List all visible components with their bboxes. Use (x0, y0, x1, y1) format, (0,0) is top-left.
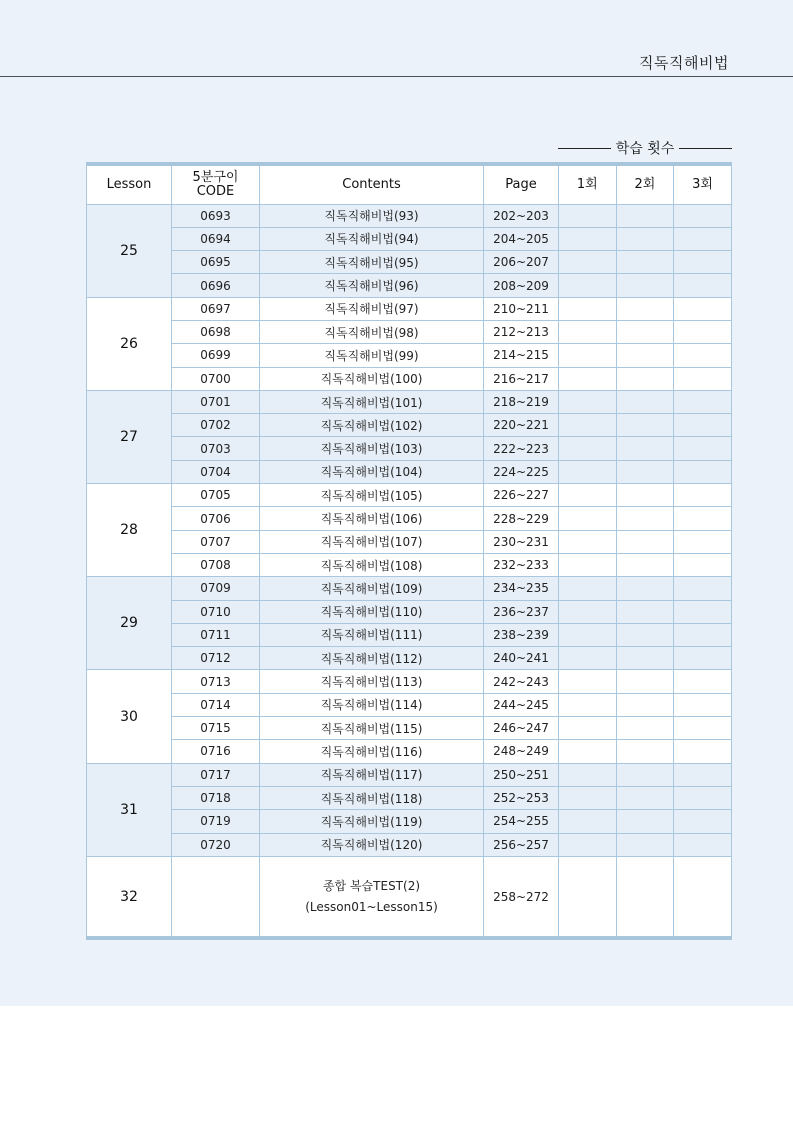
page-cell: 230~231 (484, 530, 559, 553)
table-row (87, 320, 732, 343)
round-3-check-cell[interactable] (674, 647, 732, 670)
round-3-check-cell[interactable] (674, 623, 732, 646)
round-2-check-cell[interactable] (616, 414, 674, 437)
round-1-check-cell[interactable] (559, 274, 617, 297)
table-row (87, 577, 732, 600)
page-cell: 254~255 (484, 810, 559, 833)
table-row (87, 763, 732, 786)
round-1-check-cell[interactable] (559, 833, 617, 856)
round-2-check-cell[interactable] (616, 856, 674, 938)
round-2-check-cell[interactable] (616, 786, 674, 809)
lesson-number: 26 (87, 297, 172, 390)
page-cell: 258~272 (484, 856, 559, 938)
code-cell: 0715 (172, 717, 260, 740)
code-cell: 0702 (172, 414, 260, 437)
round-3-check-cell[interactable] (674, 740, 732, 763)
header-page: Page (484, 164, 559, 204)
code-cell: 0701 (172, 390, 260, 413)
header-title: 직독직해비법 (639, 54, 729, 72)
round-1-check-cell[interactable] (559, 740, 617, 763)
table-row (87, 414, 732, 437)
page-cell: 240~241 (484, 647, 559, 670)
table-row (87, 623, 732, 646)
page-cell: 242~243 (484, 670, 559, 693)
code-cell: 0708 (172, 553, 260, 576)
header-divider (0, 76, 793, 77)
round-3-check-cell[interactable] (674, 367, 732, 390)
round-2-check-cell[interactable] (616, 251, 674, 274)
table-row (87, 553, 732, 576)
table-row (87, 367, 732, 390)
round-3-check-cell[interactable] (674, 204, 732, 227)
round-2-check-cell[interactable] (616, 297, 674, 320)
code-cell: 0709 (172, 577, 260, 600)
contents-cell: 직독직해비법(105) (260, 484, 484, 507)
header-code-line1: 5분구이 (192, 170, 239, 186)
contents-cell: 직독직해비법(94) (260, 227, 484, 250)
lesson-schedule-table (86, 162, 732, 940)
round-3-check-cell[interactable] (674, 484, 732, 507)
contents-cell: 직독직해비법(96) (260, 274, 484, 297)
code-cell: 0707 (172, 530, 260, 553)
table-row (87, 670, 732, 693)
contents-cell: 직독직해비법(110) (260, 600, 484, 623)
round-2-check-cell[interactable] (616, 553, 674, 576)
table-row (87, 484, 732, 507)
round-1-check-cell[interactable] (559, 786, 617, 809)
table-row (87, 647, 732, 670)
round-1-check-cell[interactable] (559, 460, 617, 483)
round-2-check-cell[interactable] (616, 833, 674, 856)
code-cell: 0699 (172, 344, 260, 367)
table-row (87, 227, 732, 250)
round-3-check-cell[interactable] (674, 810, 732, 833)
page-cell: 256~257 (484, 833, 559, 856)
contents-cell: 직독직해비법(98) (260, 320, 484, 343)
round-2-check-cell[interactable] (616, 577, 674, 600)
page-cell: 206~207 (484, 251, 559, 274)
table-body (87, 204, 732, 938)
lesson-number: 29 (87, 577, 172, 670)
page-cell: 228~229 (484, 507, 559, 530)
round-3-check-cell[interactable] (674, 227, 732, 250)
contents-cell: 직독직해비법(93) (260, 204, 484, 227)
round-2-check-cell[interactable] (616, 460, 674, 483)
count-label-left-line (558, 148, 611, 149)
page-cell: 224~225 (484, 460, 559, 483)
table-row (87, 507, 732, 530)
table-row (87, 530, 732, 553)
round-2-check-cell[interactable] (616, 227, 674, 250)
code-cell: 0713 (172, 670, 260, 693)
code-cell: 0700 (172, 367, 260, 390)
table-row (87, 717, 732, 740)
code-cell: 0693 (172, 204, 260, 227)
round-3-check-cell[interactable] (674, 344, 732, 367)
code-cell: 0717 (172, 763, 260, 786)
contents-cell: 직독직해비법(112) (260, 647, 484, 670)
contents-cell: 직독직해비법(113) (260, 670, 484, 693)
round-2-check-cell[interactable] (616, 530, 674, 553)
round-2-check-cell[interactable] (616, 810, 674, 833)
page-cell: 202~203 (484, 204, 559, 227)
round-1-check-cell[interactable] (559, 484, 617, 507)
table-row (87, 693, 732, 716)
page-cell: 238~239 (484, 623, 559, 646)
table-row (87, 204, 732, 227)
round-3-check-cell[interactable] (674, 763, 732, 786)
round-2-check-cell[interactable] (616, 740, 674, 763)
test-contents-line2: (Lesson01~Lesson15) (305, 899, 438, 914)
contents-cell: 직독직해비법(102) (260, 414, 484, 437)
round-3-check-cell[interactable] (674, 390, 732, 413)
header-round-1: 1회 (559, 164, 617, 204)
round-1-check-cell[interactable] (559, 390, 617, 413)
code-cell: 0697 (172, 297, 260, 320)
round-2-check-cell[interactable] (616, 274, 674, 297)
round-1-check-cell[interactable] (559, 623, 617, 646)
round-3-check-cell[interactable] (674, 553, 732, 576)
round-3-check-cell[interactable] (674, 717, 732, 740)
round-3-check-cell[interactable] (674, 437, 732, 460)
round-1-check-cell[interactable] (559, 251, 617, 274)
contents-cell: 직독직해비법(111) (260, 623, 484, 646)
contents-cell: 직독직해비법(118) (260, 786, 484, 809)
header-round-2: 2회 (616, 164, 674, 204)
page-cell: 234~235 (484, 577, 559, 600)
round-1-check-cell[interactable] (559, 600, 617, 623)
table-row (87, 786, 732, 809)
page-cell: 232~233 (484, 553, 559, 576)
header-round-3: 3회 (674, 164, 732, 204)
round-1-check-cell[interactable] (559, 763, 617, 786)
round-2-check-cell[interactable] (616, 693, 674, 716)
round-1-check-cell[interactable] (559, 344, 617, 367)
round-1-check-cell[interactable] (559, 530, 617, 553)
page-cell: 212~213 (484, 320, 559, 343)
table-row (87, 344, 732, 367)
contents-cell: 직독직해비법(108) (260, 553, 484, 576)
code-cell: 0705 (172, 484, 260, 507)
table-row (87, 297, 732, 320)
round-1-check-cell[interactable] (559, 320, 617, 343)
page-cell: 208~209 (484, 274, 559, 297)
round-2-check-cell[interactable] (616, 390, 674, 413)
round-3-check-cell[interactable] (674, 274, 732, 297)
table-header-row (87, 164, 732, 204)
code-cell: 0710 (172, 600, 260, 623)
contents-cell: 직독직해비법(109) (260, 577, 484, 600)
page-cell: 218~219 (484, 390, 559, 413)
contents-cell: 직독직해비법(107) (260, 530, 484, 553)
page-cell: 220~221 (484, 414, 559, 437)
round-1-check-cell[interactable] (559, 204, 617, 227)
contents-cell: 직독직해비법(97) (260, 297, 484, 320)
round-3-check-cell[interactable] (674, 786, 732, 809)
table-row (87, 460, 732, 483)
round-1-check-cell[interactable] (559, 297, 617, 320)
code-cell: 0703 (172, 437, 260, 460)
table-row (87, 437, 732, 460)
round-3-check-cell[interactable] (674, 856, 732, 938)
contents-cell: 직독직해비법(114) (260, 693, 484, 716)
round-1-check-cell[interactable] (559, 553, 617, 576)
round-2-check-cell[interactable] (616, 623, 674, 646)
round-3-check-cell[interactable] (674, 251, 732, 274)
header-contents: Contents (260, 164, 484, 204)
code-cell: 0718 (172, 786, 260, 809)
header-code-line2: CODE (196, 183, 235, 199)
table-row (87, 274, 732, 297)
round-2-check-cell[interactable] (616, 670, 674, 693)
code-cell: 0704 (172, 460, 260, 483)
page-cell: 210~211 (484, 297, 559, 320)
contents-cell: 직독직해비법(101) (260, 390, 484, 413)
page-cell: 226~227 (484, 484, 559, 507)
code-cell: 0712 (172, 647, 260, 670)
round-1-check-cell[interactable] (559, 437, 617, 460)
code-cell: 0714 (172, 693, 260, 716)
page-cell: 204~205 (484, 227, 559, 250)
page-cell: 246~247 (484, 717, 559, 740)
table-row (87, 251, 732, 274)
contents-cell (260, 856, 484, 938)
code-cell: 0694 (172, 227, 260, 250)
contents-cell: 직독직해비법(116) (260, 740, 484, 763)
page-cell: 244~245 (484, 693, 559, 716)
round-1-check-cell[interactable] (559, 414, 617, 437)
table-row (87, 740, 732, 763)
contents-cell: 직독직해비법(117) (260, 763, 484, 786)
round-1-check-cell[interactable] (559, 507, 617, 530)
contents-cell: 직독직해비법(95) (260, 251, 484, 274)
round-3-check-cell[interactable] (674, 670, 732, 693)
header-lesson: Lesson (87, 164, 172, 204)
count-label-text: 학습 횟수 (615, 141, 675, 157)
lesson-number: 30 (87, 670, 172, 763)
contents-cell: 직독직해비법(99) (260, 344, 484, 367)
round-1-check-cell[interactable] (559, 693, 617, 716)
test-contents-line1: 종합 복습TEST(2) (322, 878, 421, 893)
contents-cell: 직독직해비법(120) (260, 833, 484, 856)
table-row (87, 833, 732, 856)
round-1-check-cell[interactable] (559, 717, 617, 740)
code-cell (172, 856, 260, 938)
round-3-check-cell[interactable] (674, 600, 732, 623)
lesson-number: 25 (87, 204, 172, 297)
lesson-number: 31 (87, 763, 172, 856)
page-cell: 216~217 (484, 367, 559, 390)
code-cell: 0695 (172, 251, 260, 274)
contents-cell: 직독직해비법(104) (260, 460, 484, 483)
code-cell: 0711 (172, 623, 260, 646)
round-2-check-cell[interactable] (616, 204, 674, 227)
lesson-number: 27 (87, 390, 172, 483)
page-cell: 214~215 (484, 344, 559, 367)
round-3-check-cell[interactable] (674, 414, 732, 437)
study-count-label (558, 138, 732, 158)
contents-cell: 직독직해비법(119) (260, 810, 484, 833)
round-3-check-cell[interactable] (674, 530, 732, 553)
round-3-check-cell[interactable] (674, 833, 732, 856)
round-1-check-cell[interactable] (559, 670, 617, 693)
code-cell: 0698 (172, 320, 260, 343)
round-2-check-cell[interactable] (616, 344, 674, 367)
table-row (87, 600, 732, 623)
round-2-check-cell[interactable] (616, 600, 674, 623)
page-cell: 248~249 (484, 740, 559, 763)
page-cell: 236~237 (484, 600, 559, 623)
round-2-check-cell[interactable] (616, 763, 674, 786)
table-row (87, 810, 732, 833)
lesson-number: 32 (87, 856, 172, 938)
test-row (87, 856, 732, 938)
round-2-check-cell[interactable] (616, 367, 674, 390)
round-1-check-cell[interactable] (559, 647, 617, 670)
contents-cell: 직독직해비법(106) (260, 507, 484, 530)
code-cell: 0719 (172, 810, 260, 833)
round-2-check-cell[interactable] (616, 507, 674, 530)
round-3-check-cell[interactable] (674, 577, 732, 600)
round-1-check-cell[interactable] (559, 227, 617, 250)
table-row (87, 390, 732, 413)
round-3-check-cell[interactable] (674, 693, 732, 716)
round-2-check-cell[interactable] (616, 717, 674, 740)
round-2-check-cell[interactable] (616, 647, 674, 670)
contents-cell: 직독직해비법(103) (260, 437, 484, 460)
code-cell: 0716 (172, 740, 260, 763)
round-3-check-cell[interactable] (674, 507, 732, 530)
lesson-number: 28 (87, 484, 172, 577)
round-2-check-cell[interactable] (616, 484, 674, 507)
code-cell: 0696 (172, 274, 260, 297)
count-label-right-line (679, 148, 732, 149)
page-cell: 250~251 (484, 763, 559, 786)
contents-cell: 직독직해비법(100) (260, 367, 484, 390)
round-3-check-cell[interactable] (674, 320, 732, 343)
round-3-check-cell[interactable] (674, 460, 732, 483)
contents-cell: 직독직해비법(115) (260, 717, 484, 740)
round-2-check-cell[interactable] (616, 437, 674, 460)
round-1-check-cell[interactable] (559, 810, 617, 833)
round-1-check-cell[interactable] (559, 367, 617, 390)
code-cell: 0720 (172, 833, 260, 856)
round-1-check-cell[interactable] (559, 856, 617, 938)
code-cell: 0706 (172, 507, 260, 530)
round-1-check-cell[interactable] (559, 577, 617, 600)
round-3-check-cell[interactable] (674, 297, 732, 320)
header-code (172, 164, 260, 204)
page-cell: 222~223 (484, 437, 559, 460)
page-cell: 252~253 (484, 786, 559, 809)
round-2-check-cell[interactable] (616, 320, 674, 343)
